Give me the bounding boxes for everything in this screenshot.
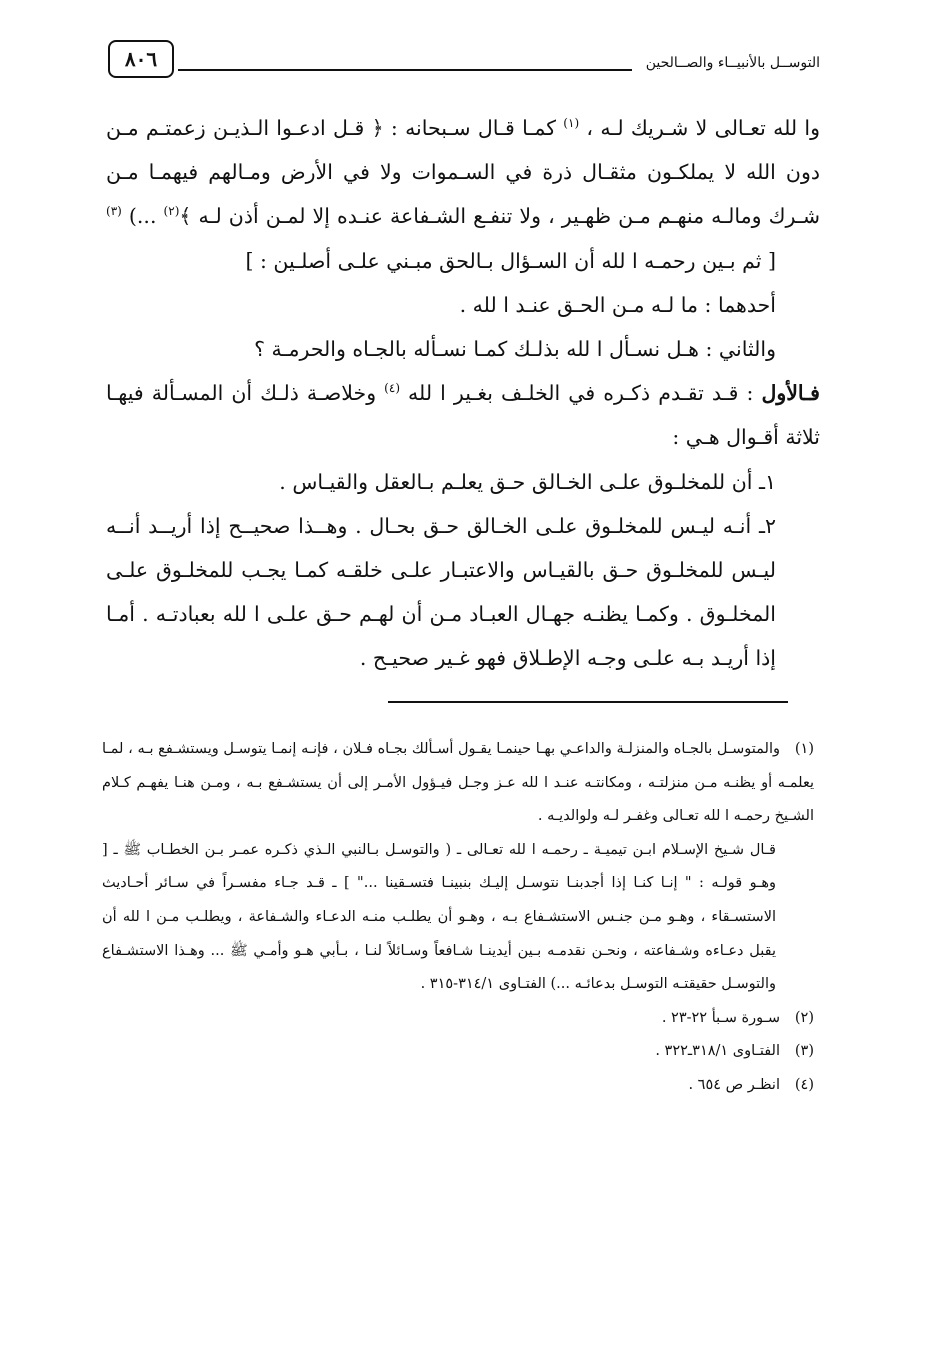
paragraph-two-principles: [ ثم بـين رحمـه ا لله أن السـؤال بـالحق مبـني علـى أصلـين : ]	[245, 248, 776, 273]
running-title: التوســل بالأنبيــاء والصــالحين	[645, 55, 820, 71]
footnote-2: (٢)سـورة سـبأ ٢٢-٢٣ .	[102, 1002, 814, 1036]
footnote-ref-3[interactable]: (٣)	[106, 204, 122, 219]
footnote-number: (١)	[794, 741, 814, 757]
list-item-2: ٢ـ أنـه ليـس للمخلـوق علـى الخـالق حـق بحـال . وهــذا صحيــح إذا أريــد أنــه ليـس للمخلـوق حـق بالقيـاس والاعتبـار علـى خلقـه كمـا يجـب للمخلـوق علـى المخلـوق . وكمـا يظنـه جهـال العبـاد مـن أن لهـم حـق علـى ا لله بعبادتـه . أمـا إذا أريـد بـه علـى وجـه الإطـلاق فهو غـير صحيـح .	[106, 513, 776, 671]
footnote-4: (٤)انظـر ص ٦٥٤ .	[102, 1069, 814, 1103]
main-text	[106, 106, 820, 681]
paragraph-first-discussion: فـالأول : قـد تقـدم ذكـره في الخلـف بغـير ا لله $^{(٤)}$ وخلاصـة ذلـك أن المسـألة فيهـا ثلاثة أقـوال هـي :	[106, 381, 820, 450]
page-number: ٨٠٦	[108, 40, 174, 78]
paragraph-second-principle: والثاني : هـل نسـأل ا لله بذلـك كمـا نسـأله بالجـاه والحرمـة ؟	[254, 337, 776, 362]
list-item-1: ١ـ أن للمخلـوق علـى الخـالق حـق يعلـم بـالعقل والقيـاس .	[279, 469, 776, 494]
footnote-ref-2[interactable]: (٢)	[163, 204, 180, 219]
footnote-1: (١)والمتوسـل بالجـاه والمنزلـة والداعـي بهـا حينمـا يقـول أسـألك بجـاه فـلان ، فإنـه إنمـا يتوسـل ويستشـفع بـه ، لمـا يعلمـه أو يظنـه مـن منزلتـه ، ومكانتـه عنـد ا لله عـز وجـل فيـؤول الأمـر إلى أن يستشـفع بـه ، ومـن هنـا يفهـم كـلام الشـيخ رحمـه ا لله تعـالى وغفـر لـه ولوالديـه .	[102, 733, 814, 834]
paragraph-quran-quote: وا لله تعـالى لا شـريك لـه ، $^{(١)}$ كمـا قـال سـبحانه : ﴿ قـل ادعـوا الـذيـن زعمتـم مـن دون الله لا يملكـون مثقـال ذرة في السـموات ولا في الأرض ومـالهم فيهمـا مـن شـرك ومالـه منهـم مـن ظهـير ، ولا تنفـع الشـفاعة عنـده إلا لمـن أذن لـه ﴾$^{(٢)}$ ...) $^{(٣)}$	[106, 116, 820, 229]
footnote-1-quote: قـال شـيخ الإسـلام ابـن تيميـة ـ رحمـه ا لله تعـالى ـ ( والتوسـل بـالنبي الـذي ذكـره عمـر بـن الخطـاب ﷺ ـ [ وهـو قولـه : " إنـا كنـا إذا أجدبنـا نتوسـل إليـك بنبينـا فتسـقينا ..." ] ـ قـد جـاء مفسـراً في سـائر أحـاديث الاستسـقاء ، وهـو مـن جنـس الاستشـفاع بـه ، وهـو أن يطلـب منـه الدعـاء والشـفاعة ، ويطلـب مـن ا لله أن يقبل دعـاءه وشـفاعته ، ونحـن نقدمـه بـين أيدينـا شـافعاً وسـائلاً لنـا ، بـأبي هـو وأمـي ﷺ ... وهـذا الاستشـفاع والتوسـل حقيقتـه التوسـل بدعائـه ...) الفتـاوى ٣١٤/١-٣١٥ .	[102, 841, 776, 993]
footnote-ref-1[interactable]: (١)	[563, 116, 580, 131]
footnote-3: (٣)الفتـاوى ٣١٨/١ـ٣٢٢ .	[102, 1035, 814, 1069]
header-rule	[178, 69, 632, 71]
footnote-separator	[388, 701, 788, 703]
paragraph-first-principle: أحدهما : ما لـه مـن الحـق عنـد ا لله .	[459, 292, 776, 317]
footnote-ref-4[interactable]: (٤)	[384, 381, 400, 396]
footnote-number: (٣)	[794, 1043, 814, 1060]
footnote-number: (٢)	[794, 1009, 814, 1026]
term-first: فـالأول	[761, 381, 820, 406]
page-header	[108, 40, 820, 82]
footnote-number: (٤)	[794, 1076, 814, 1093]
footnotes	[102, 733, 814, 1103]
